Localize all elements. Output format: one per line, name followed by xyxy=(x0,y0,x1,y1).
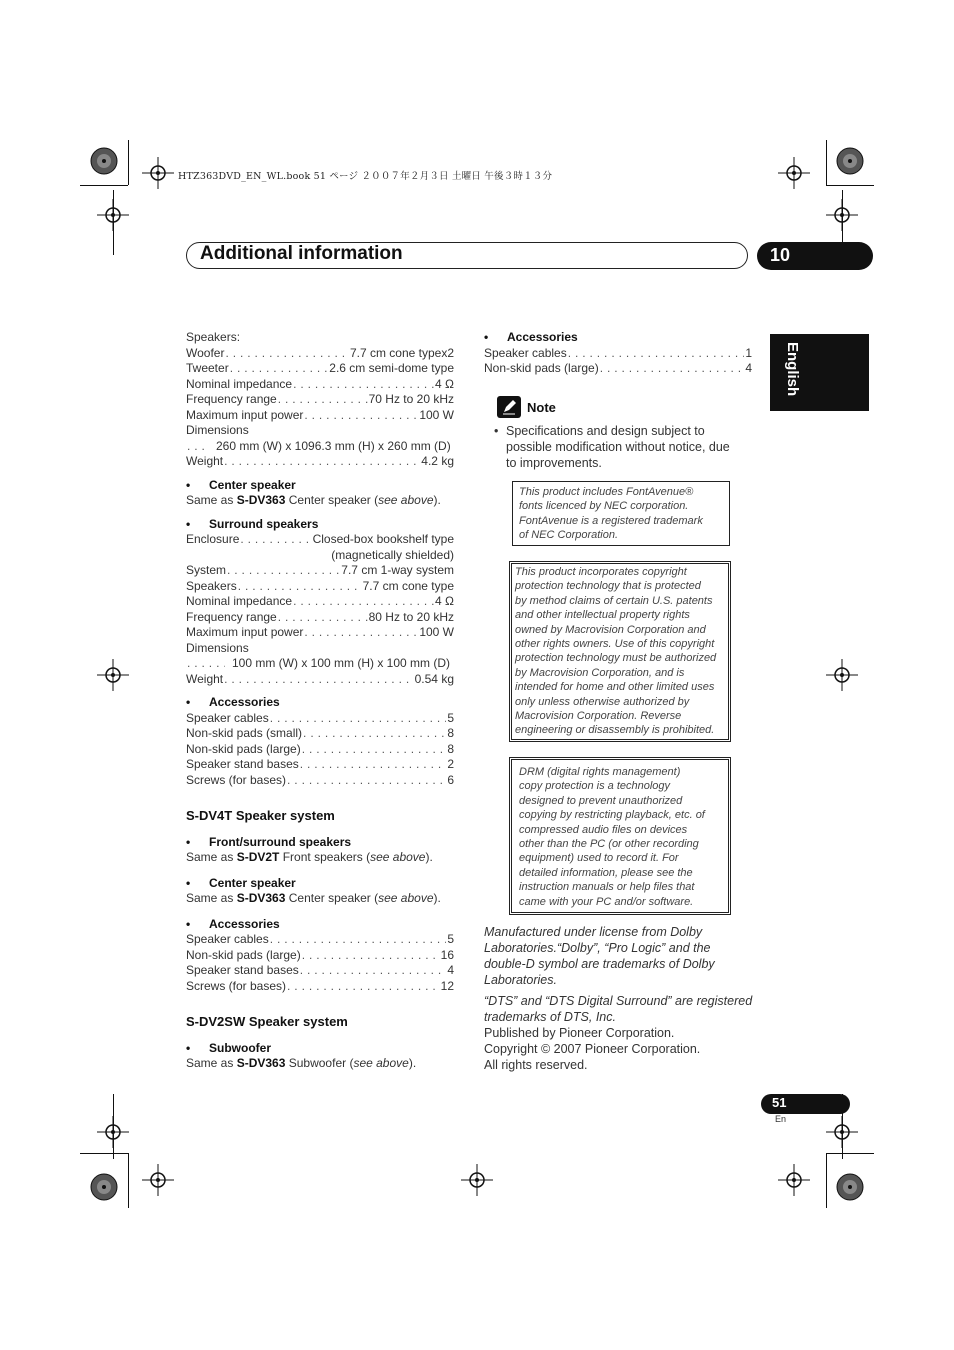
registration-mark-icon xyxy=(97,659,129,696)
notice-line: other rights owners. Use of this copyright xyxy=(515,638,715,651)
notice-line: other than the PC (or other recording xyxy=(519,838,699,851)
spec-row: Woofer . . . 7.7 cm cone typex2 xyxy=(186,346,454,362)
accessory-row: Speaker cables . . . 1 xyxy=(484,346,752,362)
macrovision-notice xyxy=(509,561,731,742)
notice-line: designed to prevent unauthorized xyxy=(519,794,683,807)
notice-line: equipment) used to record it. For xyxy=(519,852,679,865)
notice-line: instruction manuals or help files that xyxy=(519,881,695,894)
note-icon xyxy=(497,396,521,423)
front-surround-heading: • Front/surround speakers xyxy=(186,834,352,849)
notice-line: owned by Macrovision Corporation and xyxy=(515,623,706,636)
accessory-row: Speaker cables . . . 5 xyxy=(186,932,454,948)
drm-notice xyxy=(509,757,731,915)
spec-row: System . . . 7.7 cm 1-way system xyxy=(186,563,454,579)
center-speaker-heading: • Center speaker xyxy=(186,875,296,890)
surround-speakers-heading: • Surround speakers xyxy=(186,516,319,531)
center-speaker-text: Same as S-DV363 Center speaker (see above). xyxy=(186,493,441,507)
language-label: English xyxy=(784,342,801,397)
starburst-mark-icon xyxy=(836,1173,864,1206)
starburst-mark-icon xyxy=(836,147,864,180)
spec-row: Nominal impedance . . . 4 Ω xyxy=(186,594,454,610)
page-language: En xyxy=(775,1114,787,1124)
accessory-row: Screws (for bases) . . . 12 xyxy=(186,979,454,995)
registration-mark-icon xyxy=(97,199,129,236)
notice-line: of NEC Corporation. xyxy=(519,529,619,542)
notice-line: intended for home and other limited uses xyxy=(515,681,715,694)
notice-line: This product incorporates copyright xyxy=(515,566,687,578)
notice-line: This product includes FontAvenue® xyxy=(519,486,694,498)
center-speaker-heading: • Center speaker xyxy=(186,477,296,492)
weight-row: Weight . . . 0.54 kg xyxy=(186,672,454,688)
note-line: to improvements. xyxy=(506,456,602,470)
spec-row: Nominal impedance . . . 4 Ω xyxy=(186,377,454,393)
registration-mark-icon xyxy=(97,1116,129,1153)
enclosure-note: (magnetically shielded) xyxy=(331,547,454,562)
notice-line: Laboratories.“Dolby”, “Pro Logic” and the xyxy=(484,941,711,955)
registration-mark-icon xyxy=(778,157,810,194)
accessory-row: Non-skid pads (large) . . . 4 xyxy=(484,361,752,377)
notice-line: DRM (digital rights management) xyxy=(519,766,681,778)
accessories-list xyxy=(484,346,752,377)
notice-line: compressed audio files on devices xyxy=(519,823,688,836)
spec-row: Maximum input power . . . 100 W xyxy=(186,625,454,641)
notice-line: Published by Pioneer Corporation. xyxy=(484,1026,675,1040)
notice-line: engineering or disassembly is prohibited. xyxy=(515,724,715,737)
starburst-mark-icon xyxy=(90,147,118,180)
notice-line: copying by restricting playback, etc. of xyxy=(519,809,705,822)
notice-line: and other intellectual property rights xyxy=(515,609,690,622)
notice-line: copy protection is a technology xyxy=(519,780,671,793)
notice-line: “DTS” and “DTS Digital Surround” are registered xyxy=(484,994,753,1008)
subwoofer-heading: • Subwoofer xyxy=(186,1040,271,1055)
accessories-heading: • Accessories xyxy=(186,916,280,931)
language-tab xyxy=(770,334,869,411)
dimensions-label: Dimensions xyxy=(186,640,249,655)
page-title: Additional information xyxy=(200,243,403,264)
notice-line: protection technology that is protected xyxy=(515,580,701,593)
notice-line: by Macrovision Corporation, and is xyxy=(515,666,685,679)
trademark-notices xyxy=(484,924,774,1073)
starburst-mark-icon xyxy=(90,1173,118,1206)
note-line: possible modification without notice, due xyxy=(506,440,730,454)
note-line: Specifications and design subject to xyxy=(506,424,705,438)
subwoofer-text: Same as S-DV363 Subwoofer (see above). xyxy=(186,1056,417,1070)
notice-line: Macrovision Corporation. Reverse xyxy=(515,710,682,723)
notice-line: only unless otherwise authorized by xyxy=(515,695,690,708)
section-heading-dv4t: S-DV4T Speaker system xyxy=(186,808,335,823)
notice-line: fonts licenced by NEC corporation. xyxy=(519,500,689,513)
spec-row: Frequency range . . . 70 Hz to 20 kHz xyxy=(186,392,454,408)
spec-row: Maximum input power . . . 100 W xyxy=(186,408,454,424)
notice-line: by method claims of certain U.S. patents xyxy=(515,594,713,607)
accessories-list xyxy=(186,932,454,994)
accessory-row: Non-skid pads (small) . . . 8 xyxy=(186,726,454,742)
spec-row: Frequency range . . . 80 Hz to 20 kHz xyxy=(186,610,454,626)
registration-mark-icon xyxy=(461,1164,493,1201)
notice-line: protection technology must be authorized xyxy=(515,652,717,665)
publisher-notice xyxy=(484,1025,774,1073)
notice-line: double-D symbol are trademarks of Dolby xyxy=(484,957,715,971)
left-column xyxy=(186,330,454,1072)
center-speaker-text: Same as S-DV363 Center speaker (see above). xyxy=(186,891,441,905)
accessories-list xyxy=(186,711,454,789)
spec-list xyxy=(186,563,454,641)
chapter-number: 10 xyxy=(770,245,791,265)
registration-mark-icon xyxy=(826,1116,858,1153)
print-info: HTZ363DVD_EN_WL.book 51 ページ ２００７年２月３日 土曜日 午後３時１３分 xyxy=(178,171,553,182)
speakers-label: Speakers: xyxy=(186,330,241,344)
dimensions-row: . . . 100 mm (W) x 100 mm (H) x 100 mm (D) xyxy=(186,656,454,672)
dimensions-label: Dimensions xyxy=(186,423,249,437)
registration-mark-icon xyxy=(826,659,858,696)
notice-line: came with your PC and/or software. xyxy=(519,895,694,908)
accessory-row: Speaker stand bases . . . 2 xyxy=(186,757,454,773)
dts-notice xyxy=(484,993,774,1025)
enclosure-row: Enclosure . . . Closed-box bookshelf type xyxy=(186,532,454,548)
section-heading-dv2sw: S-DV2SW Speaker system xyxy=(186,1014,348,1029)
accessories-heading: • Accessories xyxy=(186,695,280,709)
fontavenue-notice xyxy=(512,481,730,546)
accessory-row: Screws (for bases) . . . 6 xyxy=(186,773,454,789)
note-heading: Note xyxy=(527,400,556,415)
notice-line: Copyright © 2007 Pioneer Corporation. xyxy=(484,1042,701,1056)
accessory-row: Speaker cables . . . 5 xyxy=(186,711,454,727)
accessory-row: Non-skid pads (large) . . . 16 xyxy=(186,948,454,964)
spec-row: Speakers . . . 7.7 cm cone type xyxy=(186,579,454,595)
notice-line: Laboratories. xyxy=(484,973,557,987)
notice-line: All rights reserved. xyxy=(484,1058,588,1072)
dimensions-row: . . . 260 mm (W) x 1096.3 mm (H) x 260 mm (D) xyxy=(186,439,454,455)
registration-mark-icon xyxy=(778,1164,810,1201)
registration-mark-icon xyxy=(142,1164,174,1201)
registration-mark-icon xyxy=(826,199,858,236)
accessories-heading: • Accessories xyxy=(484,330,578,344)
note-body: • Specifications and design subject to possible modification without notice, due to improvements. xyxy=(494,424,730,470)
accessory-row: Non-skid pads (large) . . . 8 xyxy=(186,742,454,758)
registration-mark-icon xyxy=(142,157,174,194)
weight-row: Weight . . . 4.2 kg xyxy=(186,454,454,470)
right-column xyxy=(484,330,752,377)
spec-row: Tweeter . . . 2.6 cm semi-dome type xyxy=(186,361,454,377)
notice-line: trademarks of DTS, Inc. xyxy=(484,1010,616,1024)
dolby-notice xyxy=(484,924,774,988)
spec-list xyxy=(186,346,454,424)
notice-line: FontAvenue is a registered trademark xyxy=(519,514,703,527)
accessory-row: Speaker stand bases . . . 4 xyxy=(186,963,454,979)
page-number: 51 xyxy=(772,1095,787,1110)
front-speaker-text: Same as S-DV2T Front speakers (see above). xyxy=(186,850,433,864)
notice-line: detailed information, please see the xyxy=(519,866,693,879)
notice-line: Manufactured under license from Dolby xyxy=(484,925,703,939)
